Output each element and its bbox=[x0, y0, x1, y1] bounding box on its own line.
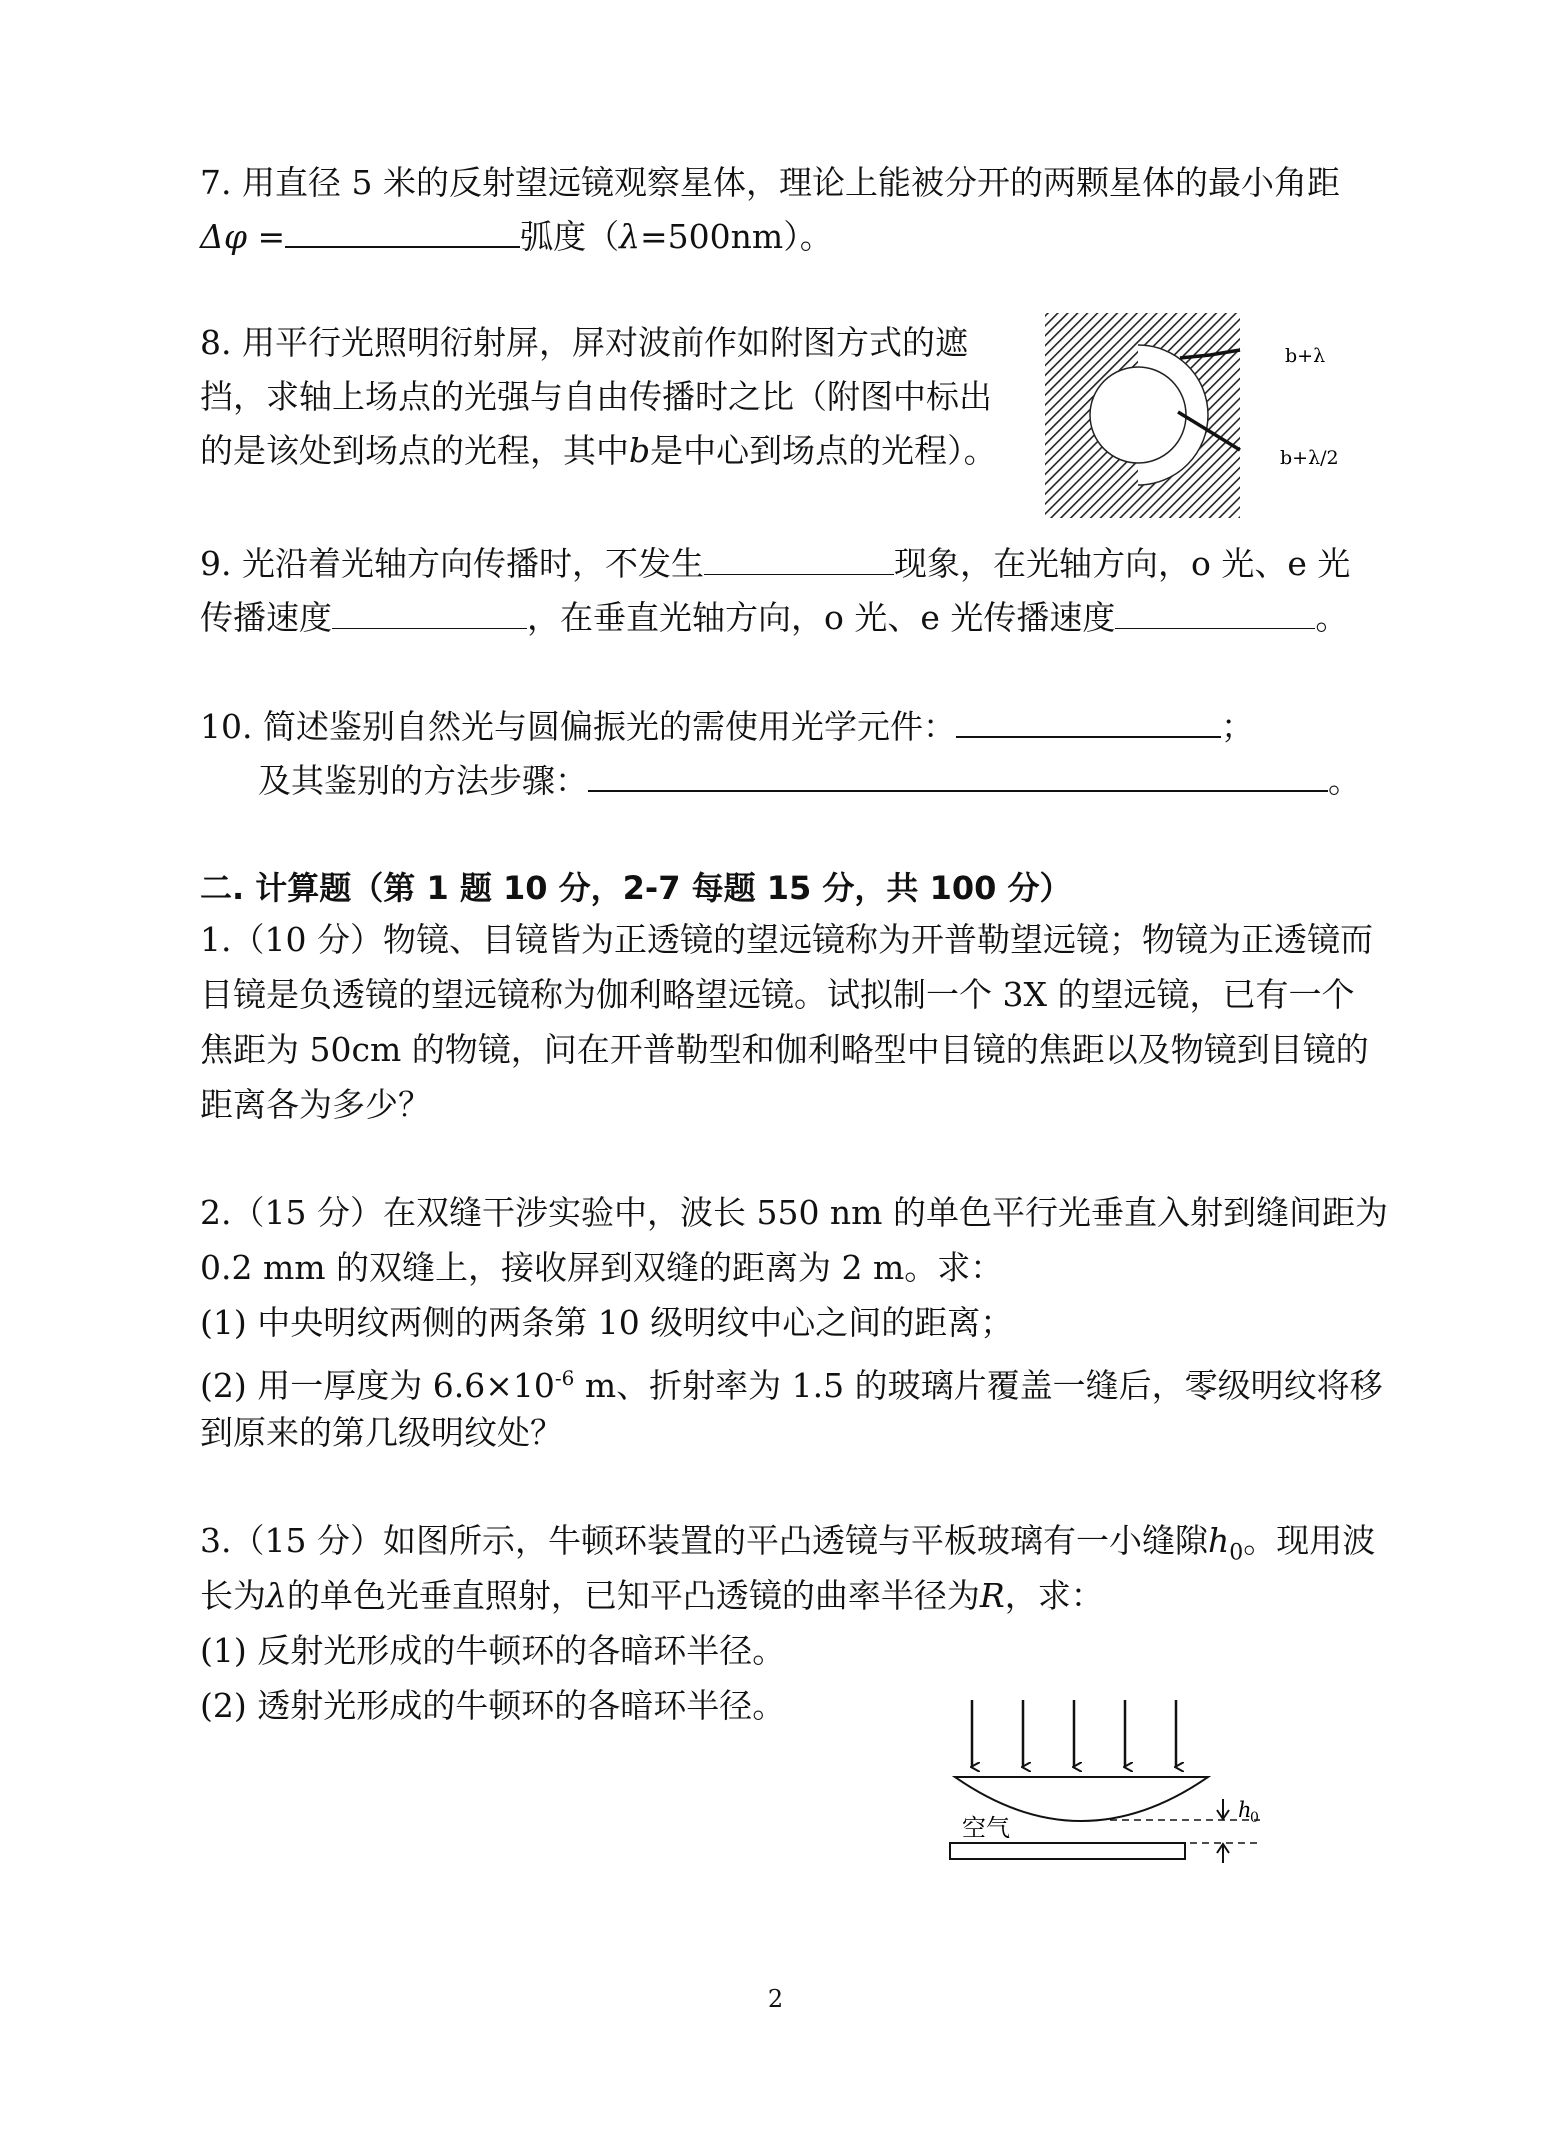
p2-line4-b: m、折射率为 1.5 的玻璃片覆盖一缝后，零级明纹将移 bbox=[574, 1366, 1383, 1405]
q7-line2 bbox=[200, 216, 833, 257]
label-b-plus-half-lambda: b+λ/2 bbox=[1280, 447, 1339, 469]
p3-line2 bbox=[200, 1576, 1104, 1616]
p1-line2: 目镜是负透镜的望远镜称为伽利略望远镜。试拟制一个 3X 的望远镜，已有一个 bbox=[200, 975, 1355, 1014]
q9-blank-3[interactable] bbox=[1115, 598, 1315, 629]
p3-line2-c: ，求： bbox=[1004, 1576, 1104, 1615]
q8-b-symbol: b bbox=[629, 431, 651, 470]
q7-after-blank: 弧度（ bbox=[520, 217, 620, 256]
q10-line2-a: 及其鉴别的方法步骤： bbox=[258, 761, 588, 800]
q10-line1-b: ； bbox=[1220, 707, 1254, 746]
q10-line2-b: 。 bbox=[1328, 761, 1361, 800]
q7-lambda-value: =500nm）。 bbox=[640, 217, 833, 256]
label-b-plus-lambda: b+λ bbox=[1285, 345, 1326, 367]
p3-h-symbol: h bbox=[1207, 1521, 1230, 1560]
q8-line3 bbox=[200, 431, 997, 471]
q9-line2-c: 。 bbox=[1315, 598, 1349, 637]
q8-line1: 8. 用平行光照明衍射屏，屏对波前作如附图方式的遮 bbox=[200, 323, 968, 362]
q10-blank-1[interactable] bbox=[956, 706, 1221, 738]
p2-line2: 0.2 mm 的双缝上，接收屏到双缝的距离为 2 m。求： bbox=[200, 1248, 1004, 1287]
page-number: 2 bbox=[767, 1985, 784, 2013]
p1-line4: 距离各为多少？ bbox=[200, 1085, 431, 1124]
p3-lambda-symbol: λ bbox=[266, 1576, 287, 1615]
q10-blank-2[interactable] bbox=[588, 760, 1328, 792]
newton-rings-figure bbox=[940, 1695, 1270, 1875]
section2-title: 二. 计算题（第 1 题 10 分，2-7 每题 15 分，共 100 分） bbox=[200, 869, 1072, 907]
p3-h-sub: 0 bbox=[1229, 1540, 1244, 1566]
central-circular-opening bbox=[1090, 367, 1186, 463]
air-label: 空气 bbox=[962, 1814, 1010, 1842]
q7-lambda: λ bbox=[619, 217, 641, 256]
p3-line1-a: 3.（15 分）如图所示，牛顿环装置的平凸透镜与平板玻璃有一小缝隙 bbox=[200, 1521, 1208, 1560]
gap-label-h: h bbox=[1238, 1798, 1252, 1822]
flat-glass-plate bbox=[950, 1843, 1185, 1859]
p1-line1: 1.（10 分）物镜、目镜皆为正透镜的望远镜称为开普勒望远镜；物镜为正透镜而 bbox=[200, 920, 1373, 959]
q9-line2-a: 传播速度 bbox=[200, 598, 332, 637]
p3-line1 bbox=[200, 1521, 1375, 1574]
p2-line1: 2.（15 分）在双缝干涉实验中，波长 550 nm 的单色平行光垂直入射到缝间距为 bbox=[200, 1193, 1388, 1232]
q7-answer-blank[interactable] bbox=[285, 216, 520, 248]
p2-line5: 到原来的第几级明纹处？ bbox=[200, 1413, 563, 1452]
p2-line4-a: (2) 用一厚度为 6.6×10 bbox=[200, 1366, 555, 1405]
q8-line2: 挡，求轴上场点的光强与自由传播时之比（附图中标出 bbox=[200, 377, 992, 416]
q8-line3-a: 的是该处到场点的光程，其中 bbox=[200, 431, 629, 470]
q9-line2-b: ，在垂直光轴方向，o 光、e 光传播速度 bbox=[527, 598, 1116, 637]
q10-line1-a: 10. 简述鉴别自然光与圆偏振光的需使用光学元件： bbox=[200, 707, 956, 746]
q9-line1 bbox=[200, 544, 1350, 584]
p3-line4: (2) 透射光形成的牛顿环的各暗环半径。 bbox=[200, 1686, 786, 1725]
q10-line1 bbox=[200, 706, 1254, 747]
q7-symbol: Δφ bbox=[200, 217, 247, 256]
q9-blank-2[interactable] bbox=[332, 598, 527, 629]
p2-exponent: -6 bbox=[554, 1366, 575, 1390]
q9-line1-b: 现象，在光轴方向，o 光、e 光 bbox=[893, 544, 1351, 583]
q7-line1: 7. 用直径 5 米的反射望远镜观察星体，理论上能被分开的两颗星体的最小角距 bbox=[200, 163, 1340, 202]
p1-line3: 焦距为 50cm 的物镜，问在开普勒型和伽利略型中目镜的焦距以及物镜到目镜的 bbox=[200, 1030, 1369, 1069]
p2-line3: (1) 中央明纹两侧的两条第 10 级明纹中心之间的距离； bbox=[200, 1303, 1014, 1342]
diffraction-screen-figure bbox=[1040, 310, 1340, 520]
q10-line2 bbox=[258, 760, 1361, 801]
p2-line4 bbox=[200, 1358, 1383, 1406]
gap-label-sub: 0 bbox=[1250, 1810, 1259, 1826]
q9-blank-1[interactable] bbox=[704, 544, 894, 575]
p3-line2-b: 的单色光垂直照射，已知平凸透镜的曲率半径为 bbox=[286, 1576, 980, 1615]
q8-line3-c: 是中心到场点的光程）。 bbox=[650, 431, 997, 470]
p3-line3: (1) 反射光形成的牛顿环的各暗环半径。 bbox=[200, 1631, 786, 1670]
q7-eq: = bbox=[246, 217, 286, 256]
p3-line1-b: 。现用波 bbox=[1243, 1521, 1376, 1560]
q9-line2 bbox=[200, 598, 1348, 638]
p3-R-symbol: R bbox=[979, 1576, 1005, 1615]
q9-line1-a: 9. 光沿着光轴方向传播时，不发生 bbox=[200, 544, 704, 583]
p3-line2-a: 长为 bbox=[200, 1576, 266, 1615]
